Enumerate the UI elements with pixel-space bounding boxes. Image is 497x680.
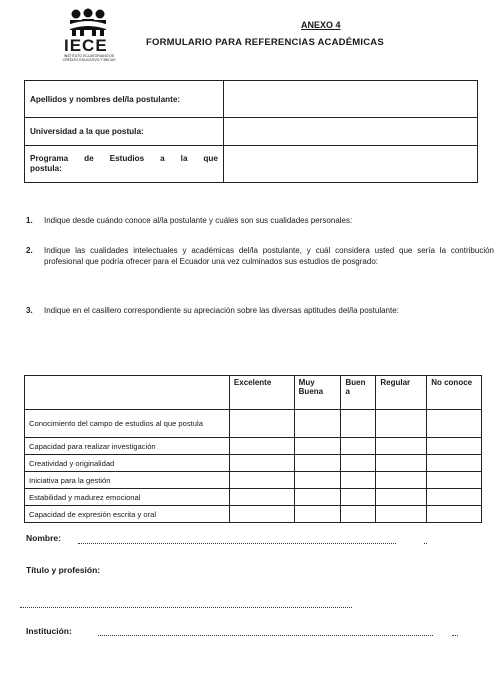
criterion-label: Iniciativa para la gestión <box>25 472 230 489</box>
rating-cell[interactable] <box>427 506 482 523</box>
table-row <box>25 489 482 506</box>
program-label-line1: Programa de Estudios a la que <box>30 154 218 163</box>
table-row <box>25 146 478 183</box>
titulo-label: Título y profesión: <box>26 565 101 575</box>
criterion-label: Capacidad para realizar investigación <box>25 438 230 455</box>
rating-cell[interactable] <box>376 506 427 523</box>
question-text: Indique las cualidades intelectuales y académicas del/la postulante, y cuál considera usted que sería la contribución profesional que podría ofrecer para el Ecuador una vez culminados sus estudios de posgrado: <box>44 246 494 266</box>
table-row <box>25 506 482 523</box>
applicant-name-field[interactable] <box>224 81 478 118</box>
applicant-table <box>24 80 478 183</box>
rating-cell[interactable] <box>376 438 427 455</box>
institucion-label: Institución: <box>26 626 72 636</box>
rating-cell[interactable] <box>376 472 427 489</box>
table-row <box>25 81 478 118</box>
question-text: Indique en el casillero correspondiente su apreciación sobre las diversas aptitudes del/la postulante: <box>44 306 399 315</box>
program-label-line2: postula: <box>30 164 62 173</box>
question-text: Indique desde cuándo conoce al/la postulante y cuáles son sus cualidades personales: <box>44 216 353 225</box>
rating-cell[interactable] <box>294 438 341 455</box>
rating-cell[interactable] <box>229 489 294 506</box>
rating-cell[interactable] <box>294 506 341 523</box>
institucion-line-end <box>452 635 458 636</box>
rating-cell[interactable] <box>229 472 294 489</box>
nombre-line-end <box>424 543 427 544</box>
rating-cell[interactable] <box>341 489 376 506</box>
rating-cell[interactable] <box>376 455 427 472</box>
rating-cell[interactable] <box>229 506 294 523</box>
col-header-buena: Buen a <box>341 376 376 410</box>
rating-cell[interactable] <box>341 506 376 523</box>
rating-cell[interactable] <box>294 410 341 438</box>
question-number: 1. <box>26 216 33 225</box>
university-field[interactable] <box>224 118 478 146</box>
rating-cell[interactable] <box>229 438 294 455</box>
rating-cell[interactable] <box>376 489 427 506</box>
rating-cell[interactable] <box>427 455 482 472</box>
rating-cell[interactable] <box>294 472 341 489</box>
rating-cell[interactable] <box>427 410 482 438</box>
rating-cell[interactable] <box>341 455 376 472</box>
criterion-label: Creatividad y originalidad <box>25 455 230 472</box>
col-header-muy-buena: Muy Buena <box>294 376 341 410</box>
rating-table <box>24 375 482 523</box>
rating-cell[interactable] <box>376 410 427 438</box>
rating-cell[interactable] <box>427 489 482 506</box>
table-row <box>25 410 482 438</box>
rating-cell[interactable] <box>427 472 482 489</box>
col-header-excelente: Excelente <box>229 376 294 410</box>
rating-cell[interactable] <box>229 410 294 438</box>
rating-cell[interactable] <box>294 455 341 472</box>
rating-cell[interactable] <box>427 438 482 455</box>
criterion-label: Capacidad de expresión escrita y oral <box>25 506 230 523</box>
rating-cell[interactable] <box>229 455 294 472</box>
col-header-regular: Regular <box>376 376 427 410</box>
rating-cell[interactable] <box>294 489 341 506</box>
logo-text: IECE <box>64 36 108 55</box>
question-number: 3. <box>26 306 33 315</box>
rating-cell[interactable] <box>341 472 376 489</box>
anexo-label: ANEXO 4 <box>301 20 341 30</box>
titulo-line[interactable] <box>20 607 352 608</box>
criteria-header <box>25 376 230 410</box>
table-row <box>25 455 482 472</box>
page-title: FORMULARIO PARA REFERENCIAS ACADÉMICAS <box>146 37 384 48</box>
table-row <box>25 438 482 455</box>
applicant-name-label: Apellidos y nombres del/la postulante: <box>25 81 224 118</box>
rating-cell[interactable] <box>341 438 376 455</box>
question-number: 2. <box>26 246 33 255</box>
institucion-line[interactable] <box>98 635 433 636</box>
program-field[interactable] <box>224 146 478 183</box>
nombre-line[interactable] <box>78 543 396 544</box>
nombre-label: Nombre: <box>26 533 61 543</box>
rating-cell[interactable] <box>341 410 376 438</box>
program-label <box>25 146 224 183</box>
logo-subtitle: INSTITUTO ECUATORIANO DE CRÉDITO EDUCATIVO Y BECAS <box>62 54 116 62</box>
col-header-no-conoce: No conoce <box>427 376 482 410</box>
table-header-row <box>25 376 482 410</box>
criterion-label: Estabilidad y madurez emocional <box>25 489 230 506</box>
table-row <box>25 118 478 146</box>
university-label: Universidad a la que postula: <box>25 118 224 146</box>
criterion-label: Conocimiento del campo de estudios al que postula <box>25 410 230 438</box>
table-row <box>25 472 482 489</box>
